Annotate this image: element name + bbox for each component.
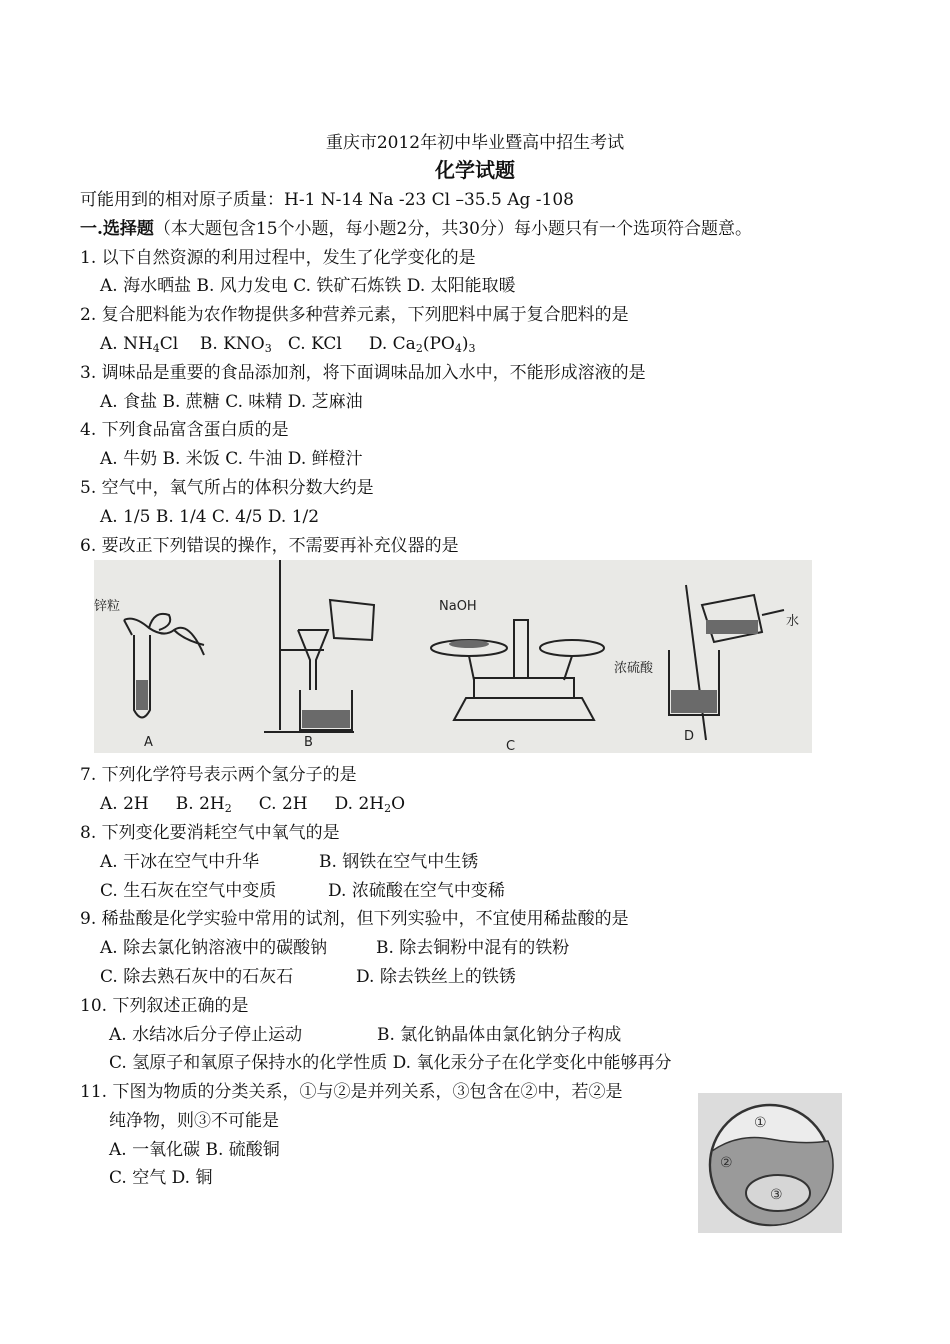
q5-options: A. 1/5 B. 1/4 C. 4/5 D. 1/2 xyxy=(100,507,320,527)
q9-option-a: A. 除去氯化钠溶液中的碳酸钠 xyxy=(100,938,328,958)
q9-stem: 9. 稀盐酸是化学实验中常用的试剂，但下列实验中，不宜使用稀盐酸的是 xyxy=(80,909,629,929)
q10-option-b: B. 氯化钠晶体由氯化钠分子构成 xyxy=(377,1025,622,1045)
q6-figure xyxy=(94,560,812,753)
section-heading xyxy=(80,219,752,239)
q2-options: A. $NH_4Cl$ B. $KNO_3$ C. KCl D. $Ca_2(PO_4)_3$ xyxy=(100,334,476,355)
q8-option-c: C. 生石灰在空气中变质 xyxy=(100,881,277,901)
label-naoh: NaOH xyxy=(439,599,477,614)
q8-option-a: A. 干冰在空气中升华 xyxy=(100,852,260,872)
label-one: ① xyxy=(754,1115,767,1131)
q2-stem: 2. 复合肥料能为农作物提供多种营养元素，下列肥料中属于复合肥料的是 xyxy=(80,305,629,325)
q4-options: A. 牛奶 B. 米饭 C. 牛油 D. 鲜橙汁 xyxy=(100,449,363,469)
q10-option-a: A. 水结冰后分子停止运动 xyxy=(109,1025,303,1045)
label-acid: 浓硫酸 xyxy=(614,661,654,676)
section-desc: （本大题包含15个小题，每小题2分，共30分）每小题只有一个选项符合题意。 xyxy=(153,219,752,239)
q8-option-d: D. 浓硫酸在空气中变稀 xyxy=(328,881,505,901)
label-C: C xyxy=(506,739,516,753)
q9-option-c: C. 除去熟石灰中的石灰石 xyxy=(100,967,294,987)
q5-stem: 5. 空气中，氧气所占的体积分数大约是 xyxy=(80,478,374,498)
label-two: ② xyxy=(720,1155,733,1171)
q8-stem: 8. 下列变化要消耗空气中氧气的是 xyxy=(80,823,340,843)
section-label: 一.选择题 xyxy=(80,219,154,239)
q9-option-b: B. 除去铜粉中混有的铁粉 xyxy=(376,938,570,958)
q11-options-cd: C. 空气 D. 铜 xyxy=(109,1168,213,1188)
exam-title: 化学试题 xyxy=(435,158,515,182)
atomic-masses: 可能用到的相对原子质量：H-1 N-14 Na -23 Cl –35.5 Ag -108 xyxy=(80,190,574,210)
label-zinc: 锌粒 xyxy=(94,599,121,614)
exam-subtitle: 重庆市2012年初中毕业暨高中招生考试 xyxy=(325,133,625,153)
q11-figure xyxy=(698,1093,842,1233)
q7-stem: 7. 下列化学符号表示两个氢分子的是 xyxy=(80,765,357,785)
q4-stem: 4. 下列食品富含蛋白质的是 xyxy=(80,420,289,440)
label-D: D xyxy=(684,729,695,744)
q3-stem: 3. 调味品是重要的食品添加剂，将下面调味品加入水中，不能形成溶液的是 xyxy=(80,363,646,383)
q9-option-d: D. 除去铁丝上的铁锈 xyxy=(356,967,516,987)
q11-stem-cont: 纯净物，则③不可能是 xyxy=(109,1111,279,1131)
q11-stem: 11. 下图为物质的分类关系，①与②是并列关系，③包含在②中，若②是 xyxy=(80,1082,623,1102)
q7-options: A. 2H B. $2H_2$ C. 2H D. $2H_2O$ xyxy=(100,794,406,815)
q11-options-ab: A. 一氧化碳 B. 硫酸铜 xyxy=(109,1140,280,1160)
q8-option-b: B. 钢铁在空气中生锈 xyxy=(319,852,479,872)
label-B: B xyxy=(304,735,313,750)
q3-options: A. 食盐 B. 蔗糖 C. 味精 D. 芝麻油 xyxy=(100,392,363,412)
q6-stem: 6. 要改正下列错误的操作，不需要再补充仪器的是 xyxy=(80,536,459,556)
q1-options: A. 海水晒盐 B. 风力发电 C. 铁矿石炼铁 D. 太阳能取暖 xyxy=(100,276,516,296)
label-three: ③ xyxy=(770,1187,783,1203)
q10-stem: 10. 下列叙述正确的是 xyxy=(80,996,249,1016)
label-water: 水 xyxy=(786,614,800,629)
q10-options-cd: C. 氢原子和氧原子保持水的化学性质 D. 氧化汞分子在化学变化中能够再分 xyxy=(109,1053,672,1073)
q1-stem: 1. 以下自然资源的利用过程中，发生了化学变化的是 xyxy=(80,248,476,268)
label-A: A xyxy=(144,735,153,750)
